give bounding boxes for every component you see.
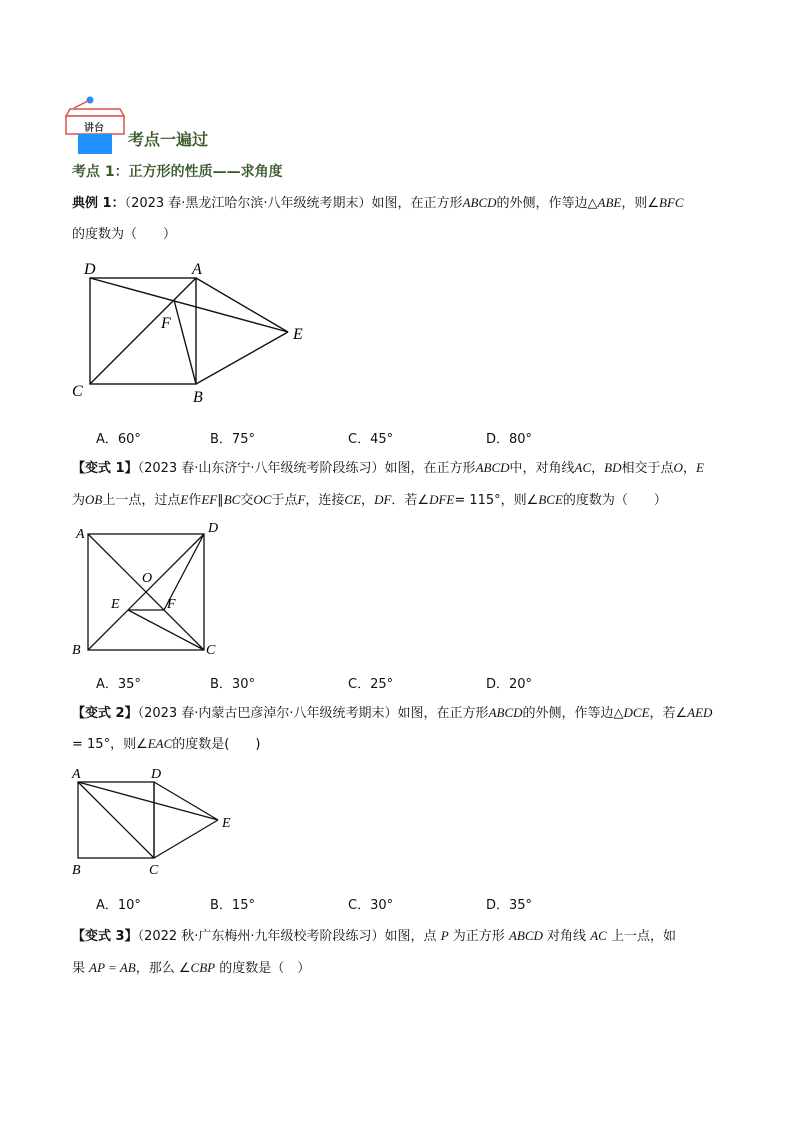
variant2-option-b[interactable]: B．15° (210, 898, 255, 913)
label-A: A (76, 527, 85, 542)
page-title: 考点一遍过 (128, 130, 209, 149)
variant1-line2: 为OB上一点，过点E作EF∥BC交OC于点F，连接CE，DF．若∠DFE= 115°，则∠BCE的度数为（ ） (72, 492, 667, 508)
label-E: E (111, 597, 120, 612)
label-D: D (208, 521, 219, 536)
section-subtitle: 考点 1：正方形的性质——求角度 (72, 164, 283, 180)
example1-option-d[interactable]: D．80° (486, 432, 533, 447)
label-B: B (72, 863, 81, 878)
label-C: C (149, 863, 159, 878)
example1-figure (66, 256, 326, 406)
variant2-option-a[interactable]: A．10° (96, 898, 141, 913)
variant1-line1: 【变式 1】（2023 春·山东济宁·八年级统考阶段练习）如图，在正方形ABCD中，对角线AC，BD相交于点O，E (72, 460, 704, 476)
podium-label: 讲台 (84, 123, 104, 134)
example1-line1: 典例 1：（2023 春·黑龙江哈尔滨·八年级统考期末）如图，在正方形ABCD的外侧，作等边△ABE，则∠BFC (72, 195, 684, 211)
label-E: E (222, 816, 231, 831)
example1-option-c[interactable]: C．45° (348, 432, 394, 447)
variant3-tag: 【变式 3】 (72, 929, 138, 944)
label-A: A (192, 261, 202, 278)
variant2-line1: 【变式 2】（2023 春·内蒙古巴彦淖尔·八年级统考期末）如图，在正方形ABCD的外侧，作等边△DCE，若∠AED (72, 705, 713, 721)
podium-icon (64, 96, 126, 156)
label-F: F (167, 597, 176, 612)
variant1-option-a[interactable]: A．35° (96, 677, 141, 692)
example1-option-b[interactable]: B．75° (210, 432, 255, 447)
label-A: A (72, 767, 81, 782)
variant2-tag: 【变式 2】 (72, 706, 138, 721)
variant1-tag: 【变式 1】 (72, 461, 138, 476)
example1-tag: 典例 1： (72, 196, 125, 211)
variant1-option-c[interactable]: C．25° (348, 677, 394, 692)
label-D: D (84, 261, 96, 278)
label-D: D (151, 767, 162, 782)
variant2-line2: = 15°，则∠EAC的度数是( ) (72, 736, 261, 752)
variant3-line1: 【变式 3】（2022 秋·广东梅州·九年级校考阶段练习）如图，点 P 为正方形 ABCD 对角线 AC 上一点，如 (72, 928, 676, 944)
label-B: B (72, 643, 81, 658)
example1-option-a[interactable]: A．60° (96, 432, 141, 447)
label-C: C (72, 383, 83, 400)
variant2-option-c[interactable]: C．30° (348, 898, 394, 913)
example1-line2: 的度数为（ ） (72, 227, 177, 242)
label-B: B (193, 389, 203, 406)
variant1-option-d[interactable]: D．20° (486, 677, 533, 692)
variant2-option-d[interactable]: D．35° (486, 898, 533, 913)
label-O: O (142, 571, 153, 586)
label-F: F (161, 315, 171, 332)
variant1-option-b[interactable]: B．30° (210, 677, 255, 692)
label-C: C (206, 643, 216, 658)
variant2-figure (66, 760, 246, 880)
label-E: E (293, 326, 303, 343)
variant3-line2: 果 AP = AB，那么 ∠CBP 的度数是（ ） (72, 960, 311, 976)
variant1-figure (66, 516, 236, 660)
